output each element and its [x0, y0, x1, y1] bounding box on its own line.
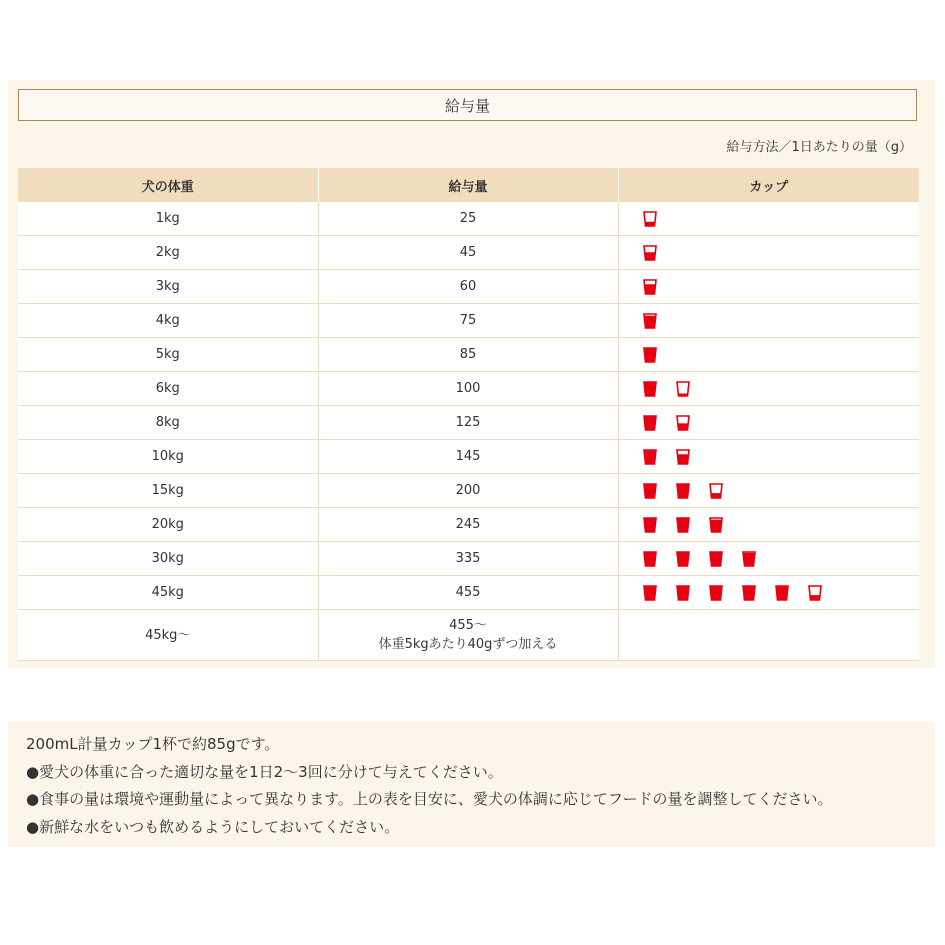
notes-list: [26, 731, 926, 841]
cup-icons: [619, 279, 920, 295]
amount-line: 455〜: [449, 618, 487, 633]
measuring-cup-icon: [676, 517, 690, 533]
cups-cell: [618, 610, 919, 661]
measuring-cup-icon: [742, 585, 756, 601]
amount-cell: 455: [318, 576, 618, 610]
note-item: 200mL計量カップ1杯で約85gです。: [26, 735, 280, 753]
measuring-cup-icon: [676, 551, 690, 567]
table-row: [18, 508, 919, 542]
measuring-cup-icon: [643, 313, 657, 329]
weight-cell: 3kg: [18, 270, 318, 304]
cup-icons: [619, 551, 920, 567]
header-weight: 犬の体重: [18, 168, 318, 202]
unit-note: 給与方法／1日あたりの量（g）: [726, 140, 912, 155]
cups-cell: [618, 236, 919, 270]
weight-cell: 8kg: [18, 406, 318, 440]
cups-cell: [618, 440, 919, 474]
weight-cell: 4kg: [18, 304, 318, 338]
table-row: [18, 202, 919, 236]
measuring-cup-icon: [709, 585, 723, 601]
amount-cell: 45: [318, 236, 618, 270]
table-row: [18, 576, 919, 610]
table-row: [18, 304, 919, 338]
table-row: [18, 474, 919, 508]
weight-cell: 20kg: [18, 508, 318, 542]
cups-cell: [618, 406, 919, 440]
table-row: [18, 542, 919, 576]
measuring-cup-icon: [643, 245, 657, 261]
table-row: [18, 406, 919, 440]
amount-cell: 75: [318, 304, 618, 338]
table-row: [18, 440, 919, 474]
measuring-cup-icon: [676, 415, 690, 431]
cup-icons: [619, 245, 920, 261]
weight-cell: 2kg: [18, 236, 318, 270]
weight-cell: 45kg: [18, 576, 318, 610]
measuring-cup-icon: [742, 551, 756, 567]
amount-cell: 200: [318, 474, 618, 508]
amount-cell: 85: [318, 338, 618, 372]
amount-cell: 60: [318, 270, 618, 304]
cups-cell: [618, 508, 919, 542]
measuring-cup-icon: [709, 551, 723, 567]
weight-cell: 10kg: [18, 440, 318, 474]
amount-cell: 100: [318, 372, 618, 406]
cups-cell: [618, 542, 919, 576]
feeding-table: [18, 168, 919, 661]
cup-icons: [619, 483, 920, 499]
weight-cell: 5kg: [18, 338, 318, 372]
weight-cell: 15kg: [18, 474, 318, 508]
cup-icons: [619, 381, 920, 397]
measuring-cup-icon: [643, 517, 657, 533]
weight-cell: 1kg: [18, 202, 318, 236]
cups-cell: [618, 372, 919, 406]
measuring-cup-icon: [643, 415, 657, 431]
cups-cell: [618, 304, 919, 338]
cup-icons: [619, 449, 920, 465]
measuring-cup-icon: [643, 483, 657, 499]
measuring-cup-icon: [643, 279, 657, 295]
measuring-cup-icon: [808, 585, 822, 601]
table-header-row: [18, 168, 919, 202]
weight-cell: 30kg: [18, 542, 318, 576]
cups-cell: [618, 202, 919, 236]
cup-icons: [619, 347, 920, 363]
table-row: [18, 338, 919, 372]
cups-cell: [618, 270, 919, 304]
note-item: ●新鮮な水をいつも飲めるようにしておいてください。: [26, 817, 400, 836]
amount-cell: 145: [318, 440, 618, 474]
measuring-cup-icon: [676, 483, 690, 499]
weight-cell: 45kg〜: [18, 610, 318, 661]
header-amount: 給与量: [318, 168, 618, 202]
amount-cell: 245: [318, 508, 618, 542]
measuring-cup-icon: [676, 585, 690, 601]
measuring-cup-icon: [676, 381, 690, 397]
measuring-cup-icon: [643, 347, 657, 363]
amount-cell: 25: [318, 202, 618, 236]
measuring-cup-icon: [709, 483, 723, 499]
cup-icons: [619, 313, 920, 329]
table-row: [18, 610, 919, 661]
measuring-cup-icon: [643, 449, 657, 465]
amount-cell: [318, 610, 618, 661]
section-title: 給与量: [18, 89, 917, 121]
cup-icons: [619, 585, 920, 601]
amount-note: 体重5kgあたり40gずつ加える: [378, 637, 558, 652]
amount-cell: 335: [318, 542, 618, 576]
measuring-cup-icon: [643, 381, 657, 397]
weight-cell: 6kg: [18, 372, 318, 406]
cup-icons: [619, 517, 920, 533]
note-item: ●愛犬の体重に合った適切な量を1日2〜3回に分けて与えてください。: [26, 762, 503, 781]
table-row: [18, 236, 919, 270]
measuring-cup-icon: [643, 585, 657, 601]
cup-icons: [619, 211, 920, 227]
cups-cell: [618, 338, 919, 372]
measuring-cup-icon: [709, 517, 723, 533]
table-row: [18, 270, 919, 304]
header-cups: カップ: [618, 168, 919, 202]
cup-icons: [619, 415, 920, 431]
measuring-cup-icon: [775, 585, 789, 601]
amount-cell: 125: [318, 406, 618, 440]
cups-cell: [618, 474, 919, 508]
measuring-cup-icon: [676, 449, 690, 465]
note-item: ●食事の量は環境や運動量によって異なります。上の表を目安に、愛犬の体調に応じてフードの量を調整してください。: [26, 790, 833, 808]
table-row: [18, 372, 919, 406]
measuring-cup-icon: [643, 551, 657, 567]
measuring-cup-icon: [643, 211, 657, 227]
cups-cell: [618, 576, 919, 610]
